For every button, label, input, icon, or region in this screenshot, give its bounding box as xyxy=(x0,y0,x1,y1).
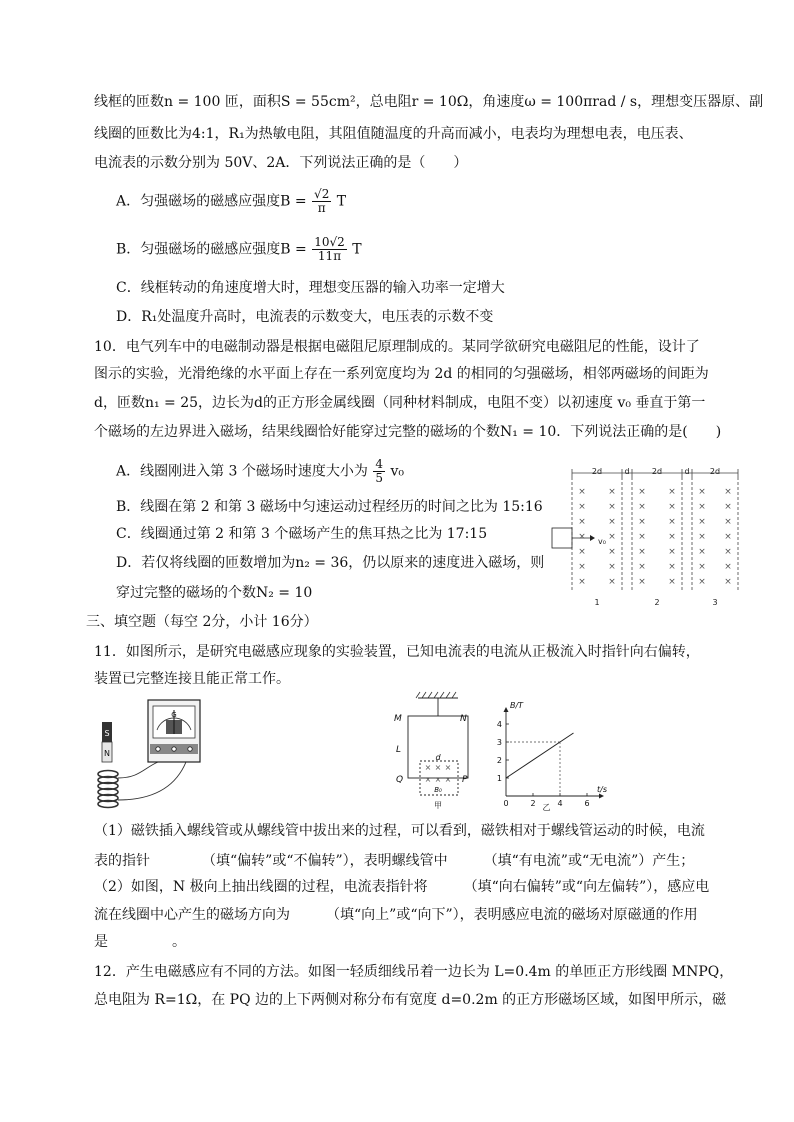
field-cross: × xyxy=(668,577,676,587)
q11-part2-text-a: （2）如图，N 极向上抽出线圈的过程，电流表指针将 xyxy=(94,879,428,895)
q11-galvanometer-figure xyxy=(94,696,206,812)
q9-option-c: C．线框转动的角速度增大时，理想变压器的输入功率一定增大 xyxy=(116,280,505,296)
y-axis-arrow xyxy=(504,707,509,712)
field-cross: × xyxy=(608,532,616,542)
field-cross: × xyxy=(698,517,706,527)
q11-part2-text-c: 流在线圈中心产生的磁场方向为 xyxy=(94,907,290,923)
q11-part1-line1: （1）磁铁插入螺线管或从螺线管中拔出来的过程，可以看到，磁铁相对于螺线管运动的时候，电流 xyxy=(94,823,705,839)
q10-width-label-2: 2d xyxy=(651,467,663,476)
vertex-p-label: P xyxy=(462,775,468,785)
q11-part2-line2 xyxy=(94,905,698,925)
q9-option-a-text: A．匀强磁场的磁感应强度B = xyxy=(116,193,307,210)
q10-stem-line2: 图示的实验，光滑绝缘的水平面上存在一系列宽度均为 2d 的相同的匀强磁场，相邻两磁场的间距为 xyxy=(94,366,709,382)
q11-part2-text-f: 。 xyxy=(172,934,186,950)
q10-stem-line3: d，匝数n₁ = 25，边长为d的正方形金属线圈（同种材料制成，电阻不变）以初速度 v₀ 垂直于第一 xyxy=(94,395,706,411)
field-cross: × xyxy=(434,763,442,772)
field-cross: × xyxy=(578,502,586,512)
field-cross: × xyxy=(608,487,616,497)
x-axis-label: t/s xyxy=(597,785,607,794)
q9-option-a-fraction xyxy=(312,188,331,215)
field-cross: × xyxy=(698,577,706,587)
field-cross: × xyxy=(668,502,676,512)
q10-option-a-numerator: 4 xyxy=(375,457,384,471)
q10-option-a-text: A．线圈刚进入第 3 个磁场时速度大小为 xyxy=(116,463,368,480)
field-cross: × xyxy=(578,532,586,542)
field-cross: × xyxy=(638,562,646,572)
field-cross: × xyxy=(724,562,732,572)
field-cross: × xyxy=(578,517,586,527)
side-l-label: L xyxy=(396,745,402,755)
field-cross: × xyxy=(638,577,646,587)
q10-gap-label-2: d xyxy=(684,467,690,476)
y-axis-label: B/T xyxy=(510,701,524,710)
q9-option-b-denominator: 11π xyxy=(317,249,342,263)
q9-stem-line1: 线框的匝数n = 100 匝，面积S = 55cm²，总电阻r = 10Ω，角速度ω = 100πrad / s，理想变压器原、副 xyxy=(94,94,764,110)
section-heading: 三、填空题（每空 2分，小计 16分） xyxy=(86,614,318,630)
q10-option-d-line2: 穿过完整的磁场的个数N₂ = 10 xyxy=(116,585,313,601)
q9-option-b-unit: T xyxy=(352,241,362,258)
q9-option-b xyxy=(116,236,362,263)
field-cross: × xyxy=(444,763,452,772)
q9-option-a xyxy=(116,188,346,215)
q11-part2-text-e: 是 xyxy=(94,934,108,950)
q9-option-b-fraction xyxy=(312,236,347,263)
magnet-n-label: N xyxy=(104,749,110,758)
field-cross: × xyxy=(698,487,706,497)
q12-stem-line1: 12．产生电磁感应有不同的方法。如图一轻质细线吊着一边长为 L=0.4m 的单匝正方形线圈 MNPQ， xyxy=(94,964,734,980)
q10-option-a-denominator: 5 xyxy=(375,471,384,485)
q11-stem-line1: 11．如图所示，是研究电磁感应现象的实验装置，已知电流表的电流从正极流入时指针向右偏转， xyxy=(94,644,700,660)
field-cross: × xyxy=(608,502,616,512)
field-cross: × xyxy=(638,487,646,497)
width-d-label: d xyxy=(435,753,441,762)
field-cross: × xyxy=(698,562,706,572)
field-cross: × xyxy=(724,577,732,587)
y-tick-label: 1 xyxy=(496,774,502,783)
field-cross: × xyxy=(668,517,676,527)
q12-loop-figure xyxy=(392,690,468,812)
q11-part2-text-b: （填“向右偏转”或“向左偏转”），感应电 xyxy=(463,879,710,895)
field-cross: × xyxy=(698,502,706,512)
vertex-q-label: Q xyxy=(396,775,404,785)
q10-magnetic-field-figure xyxy=(548,464,754,608)
q12-stem-line2: 总电阻为 R=1Ω，在 PQ 边的上下两侧对称分布有宽度 d=0.2m 的正方形磁场区域，如图甲所示，磁 xyxy=(94,992,727,1008)
galvanometer-icon xyxy=(148,700,200,762)
field-cross: × xyxy=(608,547,616,557)
q9-stem-line3: 电流表的示数分别为 50V、2A．下列说法正确的是（ ） xyxy=(94,155,468,171)
field-cross: × xyxy=(608,577,616,587)
q10-velocity-label: v₀ xyxy=(598,537,606,546)
field-cross: × xyxy=(724,517,732,527)
x-tick-label: 6 xyxy=(584,799,590,808)
field-cross: × xyxy=(638,532,646,542)
q11-stem-line2: 装置已完整连接且能正常工作。 xyxy=(94,671,290,687)
y-tick-label: 3 xyxy=(496,738,502,747)
field-cross: × xyxy=(638,547,646,557)
figure-yi-caption: 乙 xyxy=(542,803,551,812)
q10-option-a xyxy=(116,458,404,485)
q10-width-label-3: 2d xyxy=(709,467,721,476)
vertex-n-label: N xyxy=(460,714,467,724)
q10-stem-line1: 10．电气列车中的电磁制动器是根据电磁阻尼原理制成的。某同学欲研究电磁阻尼的性能，设计了 xyxy=(94,339,700,355)
field-cross: × xyxy=(724,487,732,497)
field-cross: × xyxy=(424,763,432,772)
field-cross: × xyxy=(724,547,732,557)
q10-option-a-fraction xyxy=(373,458,385,485)
field-cross: × xyxy=(578,562,586,572)
y-tick-label: 4 xyxy=(496,720,502,729)
q11-part1-line2 xyxy=(94,851,694,871)
q10-option-d-line1: D．若仅将线圈的匝数增加为n₂ = 36，仍以原来的速度进入磁场，则 xyxy=(116,555,545,571)
magnet-s-label: S xyxy=(104,729,110,738)
meter-g-label: G xyxy=(171,711,177,719)
q10-option-a-velocity: v₀ xyxy=(390,463,404,480)
q10-field-number-3: 3 xyxy=(712,598,718,607)
field-cross: × xyxy=(698,532,706,542)
field-cross: × xyxy=(698,547,706,557)
field-cross: × xyxy=(638,502,646,512)
q10-field-number-1: 1 xyxy=(594,598,600,607)
field-cross: × xyxy=(668,487,676,497)
x-tick-label: 4 xyxy=(557,799,563,808)
q11-part1-text-c: （填“有电流”或“无电流”）产生； xyxy=(483,853,695,869)
field-cross: × xyxy=(424,775,432,784)
q11-part2-line3 xyxy=(94,932,186,952)
q10-option-c: C．线圈通过第 2 和第 3 个磁场产生的焦耳热之比为 17:15 xyxy=(116,526,488,542)
field-cross: × xyxy=(578,577,586,587)
q9-option-a-unit: T xyxy=(336,193,347,210)
field-cross: × xyxy=(724,502,732,512)
q10-field-number-2: 2 xyxy=(654,598,660,607)
x-tick-label: 2 xyxy=(530,799,536,808)
y-tick-label: 2 xyxy=(496,756,502,765)
q11-part2-line1 xyxy=(94,877,709,897)
q10-stem-line4: 个磁场的左边界进入磁场，结果线圈恰好能穿过完整的磁场的个数N₁ = 10．下列说法正确的是( ) xyxy=(94,424,722,440)
field-b0-label: B₀ xyxy=(434,786,442,794)
b-t-graph xyxy=(494,700,607,812)
q9-option-a-denominator: π xyxy=(317,201,326,215)
field-cross: × xyxy=(434,775,442,784)
q10-width-label-1: 2d xyxy=(591,467,603,476)
q9-option-a-numerator: √2 xyxy=(314,187,330,201)
field-cross: × xyxy=(608,562,616,572)
b-t-series-line xyxy=(506,733,574,778)
q10-option-b: B．线圈在第 2 和第 3 磁场中匀速运动过程经历的时间之比为 15:16 xyxy=(116,499,543,515)
q9-option-b-numerator: 10√2 xyxy=(314,235,345,249)
field-cross: × xyxy=(578,487,586,497)
q11-part2-text-d: （填“向上”或“向下”），表明感应电流的磁场对原磁通的作用 xyxy=(326,907,698,923)
q11-part1-text-b: （填“偏转”或“不偏转”），表明螺线管中 xyxy=(202,853,448,869)
x-tick-label: 0 xyxy=(503,799,509,808)
loop-field-crosses xyxy=(425,763,452,784)
q11-part1-text-a: 表的指针 xyxy=(94,853,150,869)
field-cross: × xyxy=(668,547,676,557)
field-cross: × xyxy=(724,532,732,542)
q9-option-b-text: B．匀强磁场的磁感应强度B = xyxy=(116,241,307,258)
q9-stem-line2: 线圈的匝数比为4:1，R₁为热敏电阻，其阻值随温度的升高而减小，电表均为理想电表，电压表、 xyxy=(94,126,693,142)
field-cross: × xyxy=(608,517,616,527)
q9-option-d: D．R₁处温度升高时，电流表的示数变大，电压表的示数不变 xyxy=(116,309,494,325)
field-cross: × xyxy=(638,517,646,527)
solenoid-icon xyxy=(98,771,118,808)
vertex-m-label: M xyxy=(394,714,402,724)
figure-jia-caption: 甲 xyxy=(434,801,442,810)
x-axis-arrow xyxy=(599,794,604,799)
field-cross: × xyxy=(668,532,676,542)
field-cross: × xyxy=(578,547,586,557)
field-cross: × xyxy=(444,775,452,784)
field-cross: × xyxy=(668,562,676,572)
q10-gap-label-1: d xyxy=(624,467,630,476)
